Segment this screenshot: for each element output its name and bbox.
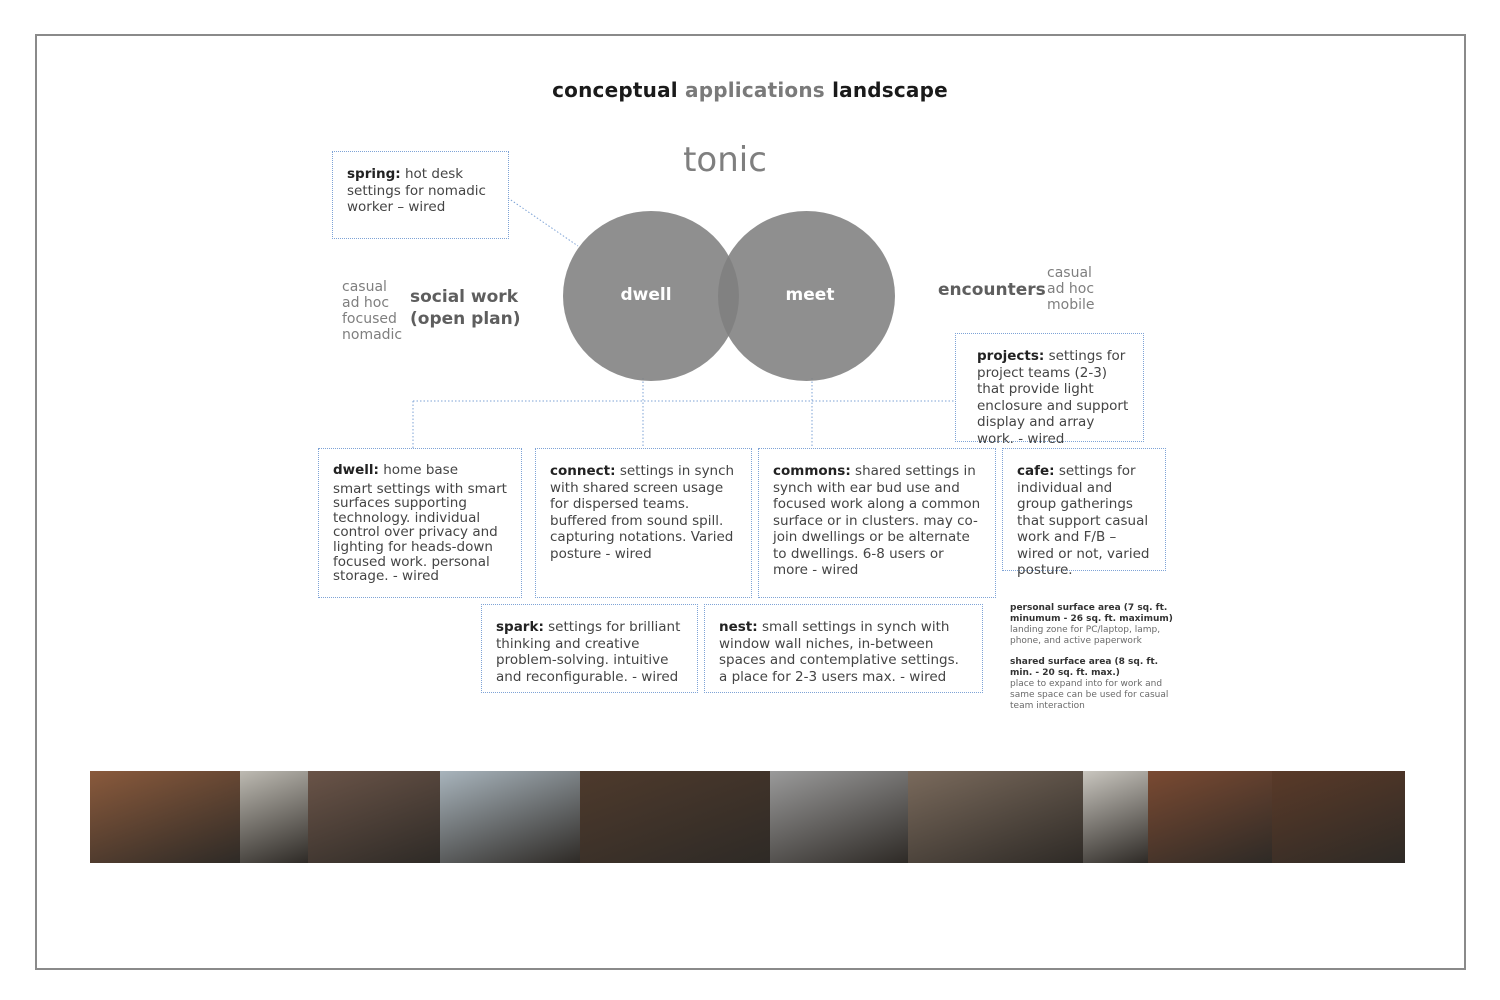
commons-box: commons: shared settings in synch with ear bud use and focused work along a common surface or in clusters. may co-join dwellings or be alternate to dwellings. 6-8 users or more - wired — [758, 448, 996, 598]
photo-woman-at-counter — [1148, 771, 1272, 863]
dwell-circle-label: dwell — [620, 285, 672, 305]
projects-box: projects: settings for project teams (2-3) that provide light enclosure and support display and array work. - wired — [955, 333, 1144, 442]
photo-white-office-interior — [240, 771, 308, 863]
tonic-heading: tonic — [683, 140, 767, 180]
connect-box: connect: settings in synch with shared screen usage for dispersed teams. buffered from sound spill. capturing notations. Varied posture - wired — [535, 448, 752, 598]
photo-man-with-headphones — [308, 771, 440, 863]
spring-box: spring: hot desk settings for nomadic worker – wired — [332, 151, 509, 239]
shared-surface-note: shared surface area (8 sq. ft. min. - 20 sq. ft. max.) place to expand into for work and same space can be used for casual team interaction — [1010, 657, 1169, 711]
social-work-label: social work (open plan) — [410, 287, 521, 329]
photo-wood-cafe-hall — [1272, 771, 1405, 863]
spring-connector — [508, 198, 578, 246]
encounters-modes: casual ad hoc mobile — [1047, 265, 1095, 313]
photo-students-with-laptop — [90, 771, 240, 863]
photo-man-in-blue-shirt — [440, 771, 580, 863]
cafe-box: cafe: settings for individual and group gatherings that support casual work and F/B – wired or not, varied posture. — [1002, 448, 1166, 571]
photo-woman-on-ball-chair — [1083, 771, 1148, 863]
page-title: conceptual applications landscape — [552, 78, 948, 102]
dwell-box: dwell: home base smart settings with smart surfaces supporting technology. individual control over privacy and lighting for heads-down focused work. personal storage. - wired — [318, 448, 522, 598]
encounters-label: encounters — [938, 280, 1046, 300]
nest-box: nest: small settings in synch with window wall niches, in-between spaces and contemplative settings. a place for 2-3 users max. - wired — [704, 604, 983, 693]
personal-surface-note: personal surface area (7 sq. ft. minumum - 26 sq. ft. maximum) landing zone for PC/laptop, lamp, phone, and active paperwork — [1010, 603, 1173, 646]
photo-cafe-with-laptops — [580, 771, 770, 863]
social-work-modes: casual ad hoc focused nomadic — [342, 279, 403, 343]
photo-bw-lounge-group — [770, 771, 908, 863]
spark-box: spark: settings for brilliant thinking and creative problem-solving. intuitive and reconfigurable. - wired — [481, 604, 698, 693]
meet-circle-label: meet — [785, 285, 835, 305]
photo-team-meeting — [908, 771, 1083, 863]
